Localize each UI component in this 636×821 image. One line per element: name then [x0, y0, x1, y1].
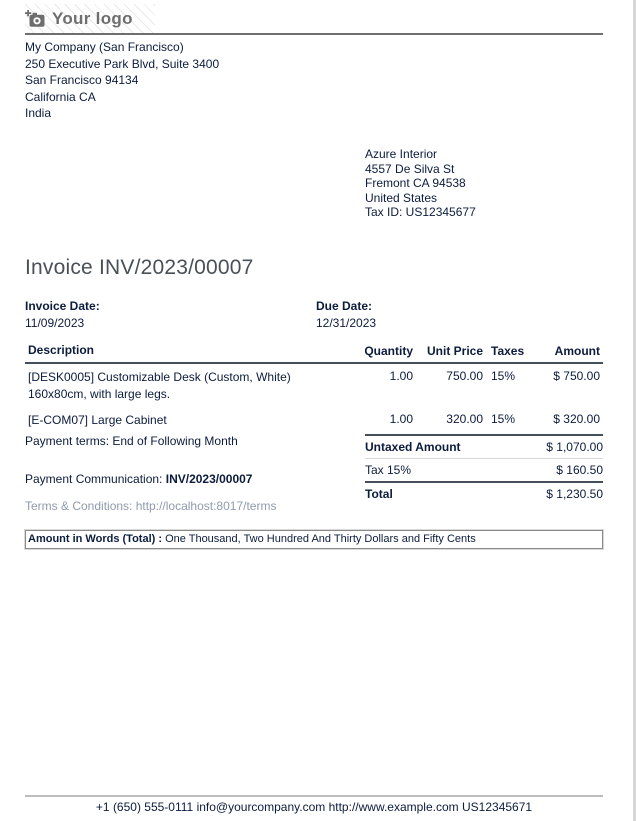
amount-in-words-value: One Thousand, Two Hundred And Thirty Dollars and Fifty Cents — [165, 533, 476, 545]
camera-plus-icon — [25, 10, 45, 28]
company-address-line: 250 Executive Park Blvd, Suite 3400 — [25, 56, 220, 71]
col-description: Description — [25, 341, 355, 363]
invoice-lines-table — [25, 341, 603, 433]
customer-address-line: United States — [365, 190, 438, 205]
payment-communication — [25, 472, 252, 486]
footer-vat: US12345671 — [462, 800, 533, 814]
line-description-note: 160x80cm, with large legs. — [28, 387, 171, 401]
due-date-label: Due Date: — [316, 299, 373, 313]
footer-website[interactable]: http://www.example.com — [328, 800, 459, 814]
header-divider — [25, 33, 603, 35]
line-unit-price: 320.00 — [446, 412, 483, 426]
line-quantity: 1.00 — [389, 412, 413, 426]
footer-phone: +1 (650) 555-0111 — [95, 800, 194, 814]
line-description-text: [E-COM07] Large Cabinet — [28, 413, 167, 427]
footer-email[interactable]: info@yourcompany.com — [196, 800, 326, 814]
terms-conditions-link[interactable]: http://localhost:8017/terms — [135, 499, 277, 513]
company-address-line: My Company (San Francisco) — [25, 40, 184, 54]
line-amount: $ 750.00 — [553, 369, 600, 383]
line-description — [25, 363, 355, 407]
total-label: Total — [365, 487, 393, 501]
company-logo-placeholder — [25, 4, 155, 33]
company-address — [25, 39, 219, 122]
table-header-row — [25, 341, 603, 363]
line-amount: $ 320.00 — [553, 412, 600, 426]
footer-divider — [25, 795, 603, 797]
col-amount: Amount — [517, 341, 603, 363]
total-value: $ 1,230.50 — [546, 487, 603, 501]
line-description — [25, 407, 355, 433]
line-taxes: 15% — [491, 369, 516, 383]
terms-and-conditions — [25, 499, 276, 513]
invoice-date-block — [25, 298, 100, 332]
table-row — [25, 363, 603, 407]
due-date-value: 12/31/2023 — [316, 316, 377, 330]
totals-table — [365, 434, 603, 505]
terms-conditions-label: Terms & Conditions: — [25, 499, 133, 513]
tax-label: Tax 15% — [365, 463, 412, 477]
table-row — [25, 407, 603, 433]
line-unit-price: 750.00 — [446, 369, 483, 383]
company-address-line: San Francisco 94134 — [25, 73, 139, 87]
col-unit-price: Unit Price — [413, 341, 483, 363]
footer — [25, 800, 603, 814]
col-quantity: Quantity — [355, 341, 413, 363]
untaxed-amount-label: Untaxed Amount — [365, 440, 461, 454]
logo-text: Your logo — [52, 8, 133, 28]
customer-address-line: Fremont CA 94538 — [365, 176, 466, 191]
totals-row-total — [365, 481, 603, 505]
company-address-line: India — [25, 106, 52, 120]
customer-address-line: 4557 De Silva St — [365, 161, 455, 176]
amount-in-words-box — [25, 530, 603, 549]
line-quantity: 1.00 — [389, 369, 413, 383]
tax-value: $ 160.50 — [556, 463, 603, 477]
payment-terms-text: Payment terms: End of Following Month — [25, 434, 238, 448]
customer-tax-id: Tax ID: US12345677 — [365, 205, 476, 220]
invoice-date-value: 11/09/2023 — [25, 316, 85, 330]
totals-row-untaxed — [365, 436, 603, 459]
payment-communication-label: Payment Communication: — [25, 472, 163, 486]
totals-row-tax — [365, 459, 603, 481]
line-taxes: 15% — [491, 412, 516, 426]
invoice-date-label: Invoice Date: — [25, 299, 100, 313]
amount-in-words-label: Amount in Words (Total) : — [28, 533, 163, 545]
col-taxes: Taxes — [483, 341, 517, 363]
due-date-block — [316, 298, 376, 332]
customer-name: Azure Interior — [365, 147, 438, 161]
payment-communication-value: INV/2023/00007 — [165, 472, 253, 486]
invoice-title: Invoice INV/2023/00007 — [25, 256, 254, 279]
customer-address — [365, 147, 476, 220]
untaxed-amount-value: $ 1,070.00 — [546, 440, 603, 454]
company-address-line: California CA — [25, 89, 96, 104]
line-description-text: [DESK0005] Customizable Desk (Custom, White) — [28, 370, 291, 384]
